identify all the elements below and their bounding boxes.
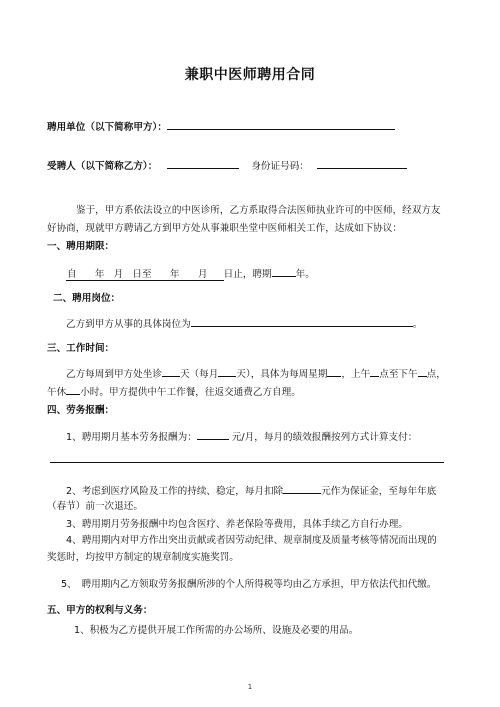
pay-line-5: 5、 聘用期内乙方领取劳务报酬所涉的个人所得税等均由乙方承担，甲方依法代扣代缴。 xyxy=(61,579,437,590)
id-number-label: 身份证号码： xyxy=(251,161,309,172)
worktime-text-1: 乙方每周到甲方处坐诊 xyxy=(66,369,162,380)
term-month-1: 月 xyxy=(113,269,124,280)
term-year-2: 年 xyxy=(169,269,180,280)
deposit-blank[interactable] xyxy=(283,483,321,494)
section-3-heading: 三、工作时间： xyxy=(47,343,115,354)
pay-text-1b: 元/月，每月的绩效报酬按列方式计算支付： xyxy=(231,432,418,443)
term-year-3: 年。 xyxy=(295,269,315,280)
term-month-2: 月 xyxy=(197,269,208,280)
days-per-month-blank[interactable] xyxy=(218,366,236,377)
days-per-week-blank[interactable] xyxy=(162,366,180,377)
position-blank[interactable] xyxy=(191,316,413,327)
worktime-line-1 xyxy=(66,366,446,381)
pay-line-4a: 4、聘用期内对甲方作出突出贡献或者因劳动纪律、规章制度及质量考核等情况而出现的 xyxy=(66,535,437,546)
section-1-heading: 一、聘用期限： xyxy=(47,241,115,252)
page-number: 1 xyxy=(247,683,253,691)
term-year-1: 年 xyxy=(94,269,105,280)
pay-line-1 xyxy=(66,429,417,444)
worktime-text-8: 小时。甲方提供中午工作餐，往返交通费乙方自理。 xyxy=(80,387,301,398)
section-4-heading: 四、劳务报酬： xyxy=(47,405,115,416)
term-zi: 自 xyxy=(67,269,77,280)
employee-name-blank[interactable] xyxy=(167,158,239,169)
worktime-text-2: 天（每月 xyxy=(179,369,219,380)
employer-label: 聘用单位（以下简称甲方）： xyxy=(47,122,167,133)
worktime-text-3: 天），具体为每周星期 xyxy=(236,369,328,380)
pay-line-3: 3、聘用期月劳务报酬中均包含医疗、养老保险等费用，具体手续乙方自行办理。 xyxy=(66,519,408,530)
employee-line xyxy=(47,158,407,173)
term-end-text: 日止，聘期 xyxy=(223,269,272,280)
performance-pay-blank[interactable] xyxy=(50,462,444,463)
position-text: 乙方到甲方从事的具体岗位为 xyxy=(66,319,191,330)
section-2-heading: 二、聘用岗位： xyxy=(53,293,121,304)
preamble-line-2: 好协商，现就甲方聘请乙方到甲方处从事兼职坐堂中医师相关工作，达成如下协议： xyxy=(47,223,402,234)
section-5-heading: 五、甲方的权利与义务： xyxy=(47,605,153,616)
worktime-text-6: 点， xyxy=(426,369,446,380)
pay-text-1a: 1、聘用期月基本劳务报酬为： xyxy=(66,432,197,443)
monthly-pay-blank[interactable] xyxy=(197,429,229,440)
employee-label: 受聘人（以下简称乙方）： xyxy=(47,161,158,172)
pay-text-2b: 元作为保证金，至每年年底 xyxy=(321,486,437,497)
employer-blank[interactable] xyxy=(167,119,395,130)
pay-line-4b: 奖惩时，均按甲方制定的规章制度实施奖罚。 xyxy=(47,552,239,563)
id-number-blank[interactable] xyxy=(317,158,407,169)
pay-text-2a: 2、考虑到医疗风险及工作的持续、稳定，每月扣除 xyxy=(66,486,284,497)
am-hour-blank[interactable] xyxy=(370,366,379,377)
term-day-to: 日至 xyxy=(132,269,152,280)
worktime-text-5: 点至下午 xyxy=(379,369,418,380)
term-line xyxy=(66,266,315,281)
pay-line-2 xyxy=(66,483,436,498)
preamble-line-1: 鉴于，甲方系依法设立的中医诊所，乙方系取得合法医师执业许可的中医师，经双方友 xyxy=(76,205,441,216)
weekday-blank[interactable] xyxy=(327,366,341,377)
worktime-line-2 xyxy=(47,384,301,399)
position-end: 。 xyxy=(412,319,423,330)
pay-line-2c: （春节）前一次退还。 xyxy=(47,501,143,512)
document-title: 兼职中医师聘用合同 xyxy=(184,67,316,83)
partya-line-1: 1、积极为乙方提供开展工作所需的办公场所、设施及必要的用品。 xyxy=(74,625,359,636)
lunch-hours-blank[interactable] xyxy=(66,384,80,395)
position-line xyxy=(66,316,422,331)
employer-line xyxy=(47,119,395,134)
term-years-blank[interactable] xyxy=(272,266,296,277)
pm-hour-blank[interactable] xyxy=(418,366,427,377)
term-start-blank[interactable] xyxy=(66,269,224,281)
worktime-text-4: ，上午 xyxy=(341,369,371,380)
worktime-text-7: 午休 xyxy=(47,387,67,398)
